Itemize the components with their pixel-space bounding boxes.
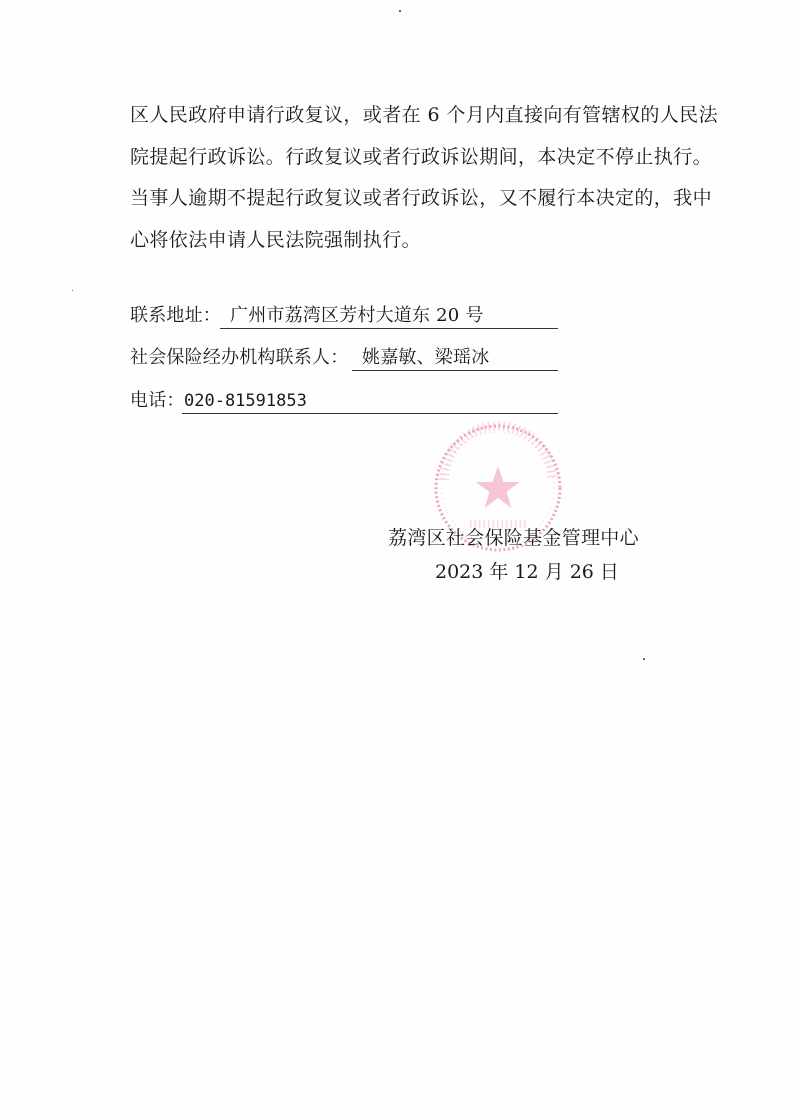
scan-speck <box>643 658 645 660</box>
contact-person-value: 姚嘉敏、梁瑶冰 <box>352 346 558 371</box>
paragraph-line-3: 当事人逾期不提起行政复议或者行政诉讼，又不履行本决定的，我中 <box>130 187 713 209</box>
issuing-organization: 荔湾区社会保险基金管理中心 <box>388 527 639 549</box>
paragraph-line-2: 院提起行政诉讼。行政复议或者行政诉讼期间，本决定不停止执行。 <box>130 146 713 168</box>
phone-value: 020-81591853 <box>182 389 558 414</box>
scan-speck <box>399 10 401 12</box>
paragraph-line-1: 区人民政府申请行政复议，或者在 6 个月内直接向有管辖权的人民法 <box>130 104 718 126</box>
address-label: 联系地址： <box>130 305 221 326</box>
scan-speck <box>72 290 73 291</box>
issue-date: 2023 年 12 月 26 日 <box>435 561 619 583</box>
phone-label: 电话： <box>130 390 185 411</box>
address-value: 广州市荔湾区芳村大道东 20 号 <box>220 304 558 329</box>
paragraph-line-4: 心将依法申请人民法院强制执行。 <box>130 229 422 251</box>
contact-person-label: 社会保险经办机构联系人： <box>130 347 349 368</box>
